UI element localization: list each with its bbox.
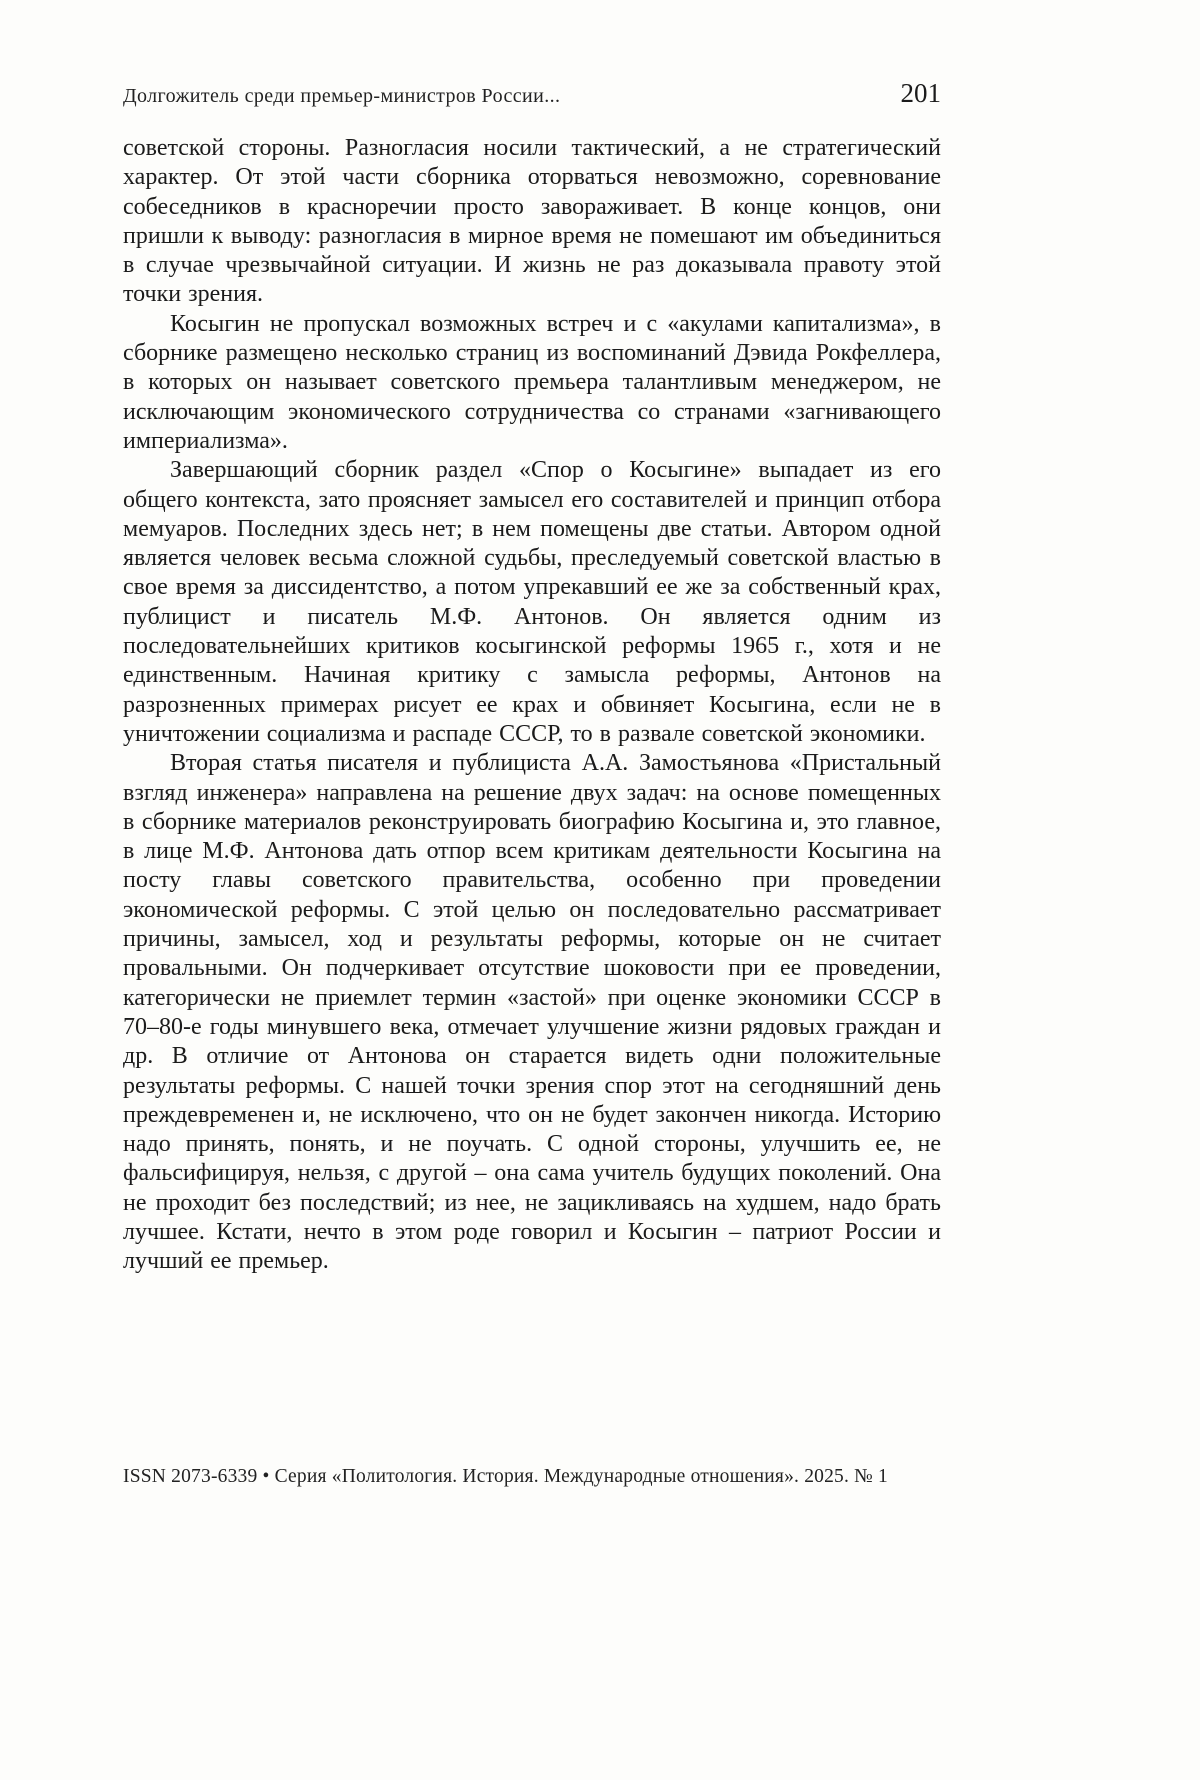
running-title: Долгожитель среди премьер-министров России...	[123, 85, 561, 107]
paragraph: советской стороны. Разногласия носили тактический, а не стратегический характер. От этой части сборника оторваться невозможно, соревнование собеседников в красноречии просто завораживает. В конце концов, они пришли к выводу: разногласия в мирное время не помешают им объединиться в случае чрезвычайной ситуации. И жизнь не раз доказывала правоту этой точки зрения.	[123, 135, 941, 308]
article-body	[123, 134, 941, 1277]
paragraph: Вторая статья писателя и публициста А.А. Замостьянова «Пристальный взгляд инженера» направлена на решение двух задач: на основе помещенных в сборнике материалов реконструировать биографию Косыгина и, это главное, в лице М.Ф. Антонова дать отпор всем критикам деятельности Косыгина на посту главы советского правительства, особенно при проведении экономической реформы. С этой целью он последовательно рассматривает причины, замысел, ход и результаты реформы, которые он не считает провальными. Он подчеркивает отсутствие шоковости при ее проведении, категорически не приемлет термин «застой» при оценке экономики СССР в 70–80-е годы минувшего века, отмечает улучшение жизни рядовых граждан и др. В отличие от Антонова он старается видеть одни положительные результаты реформы. С нашей точки зрения спор этот на сегодняшний день преждевременен и, не исключено, что он не будет закончен никогда. Историю надо принять, понять, и не поучать. С одной стороны, улучшить ее, не фальсифицируя, нельзя, с другой – она сама учитель будущих поколений. Она не проходит без последствий; из нее, не зацикливаясь на худшем, надо брать лучшее. Кстати, нечто в этом роде говорил и Косыгин – патриот России и лучший ее премьер.	[123, 750, 941, 1275]
paragraph: Косыгин не пропускал возможных встреч и с «акулами капитализма», в сборнике размещено несколько страниц из воспоминаний Дэвида Рокфеллера, в которых он называет советского премьера талантливым менеджером, не исключающим экономического сотрудничества со странами «загнивающего империализма».	[123, 310, 941, 454]
footer-issn-line: ISSN 2073-6339 • Серия «Политология. История. Международные отношения». 2025. № 1	[123, 1466, 888, 1487]
page-number: 201	[900, 78, 941, 108]
page-footer	[123, 1466, 941, 1488]
paragraph: Завершающий сборник раздел «Спор о Косыгине» выпадает из его общего контекста, зато проясняет замысел его составителей и принцип отбора мемуаров. Последних здесь нет; в нем помещены две статьи. Автором одной является человек весьма сложной судьбы, преследуемый советской властью в свое время за диссидентство, а потом упрекавший ее же за собственный крах, публицист и писатель М.Ф. Антонов. Он является одним из последовательнейших критиков косыгинской реформы 1965 г., хотя и не единственным. Начиная критику с замысла реформы, Антонов на разрозненных примерах рисует ее крах и обвиняет Косыгина, если не в уничтожении социализма и распаде СССР, то в развале советской экономики.	[123, 457, 941, 747]
running-header	[123, 78, 941, 109]
